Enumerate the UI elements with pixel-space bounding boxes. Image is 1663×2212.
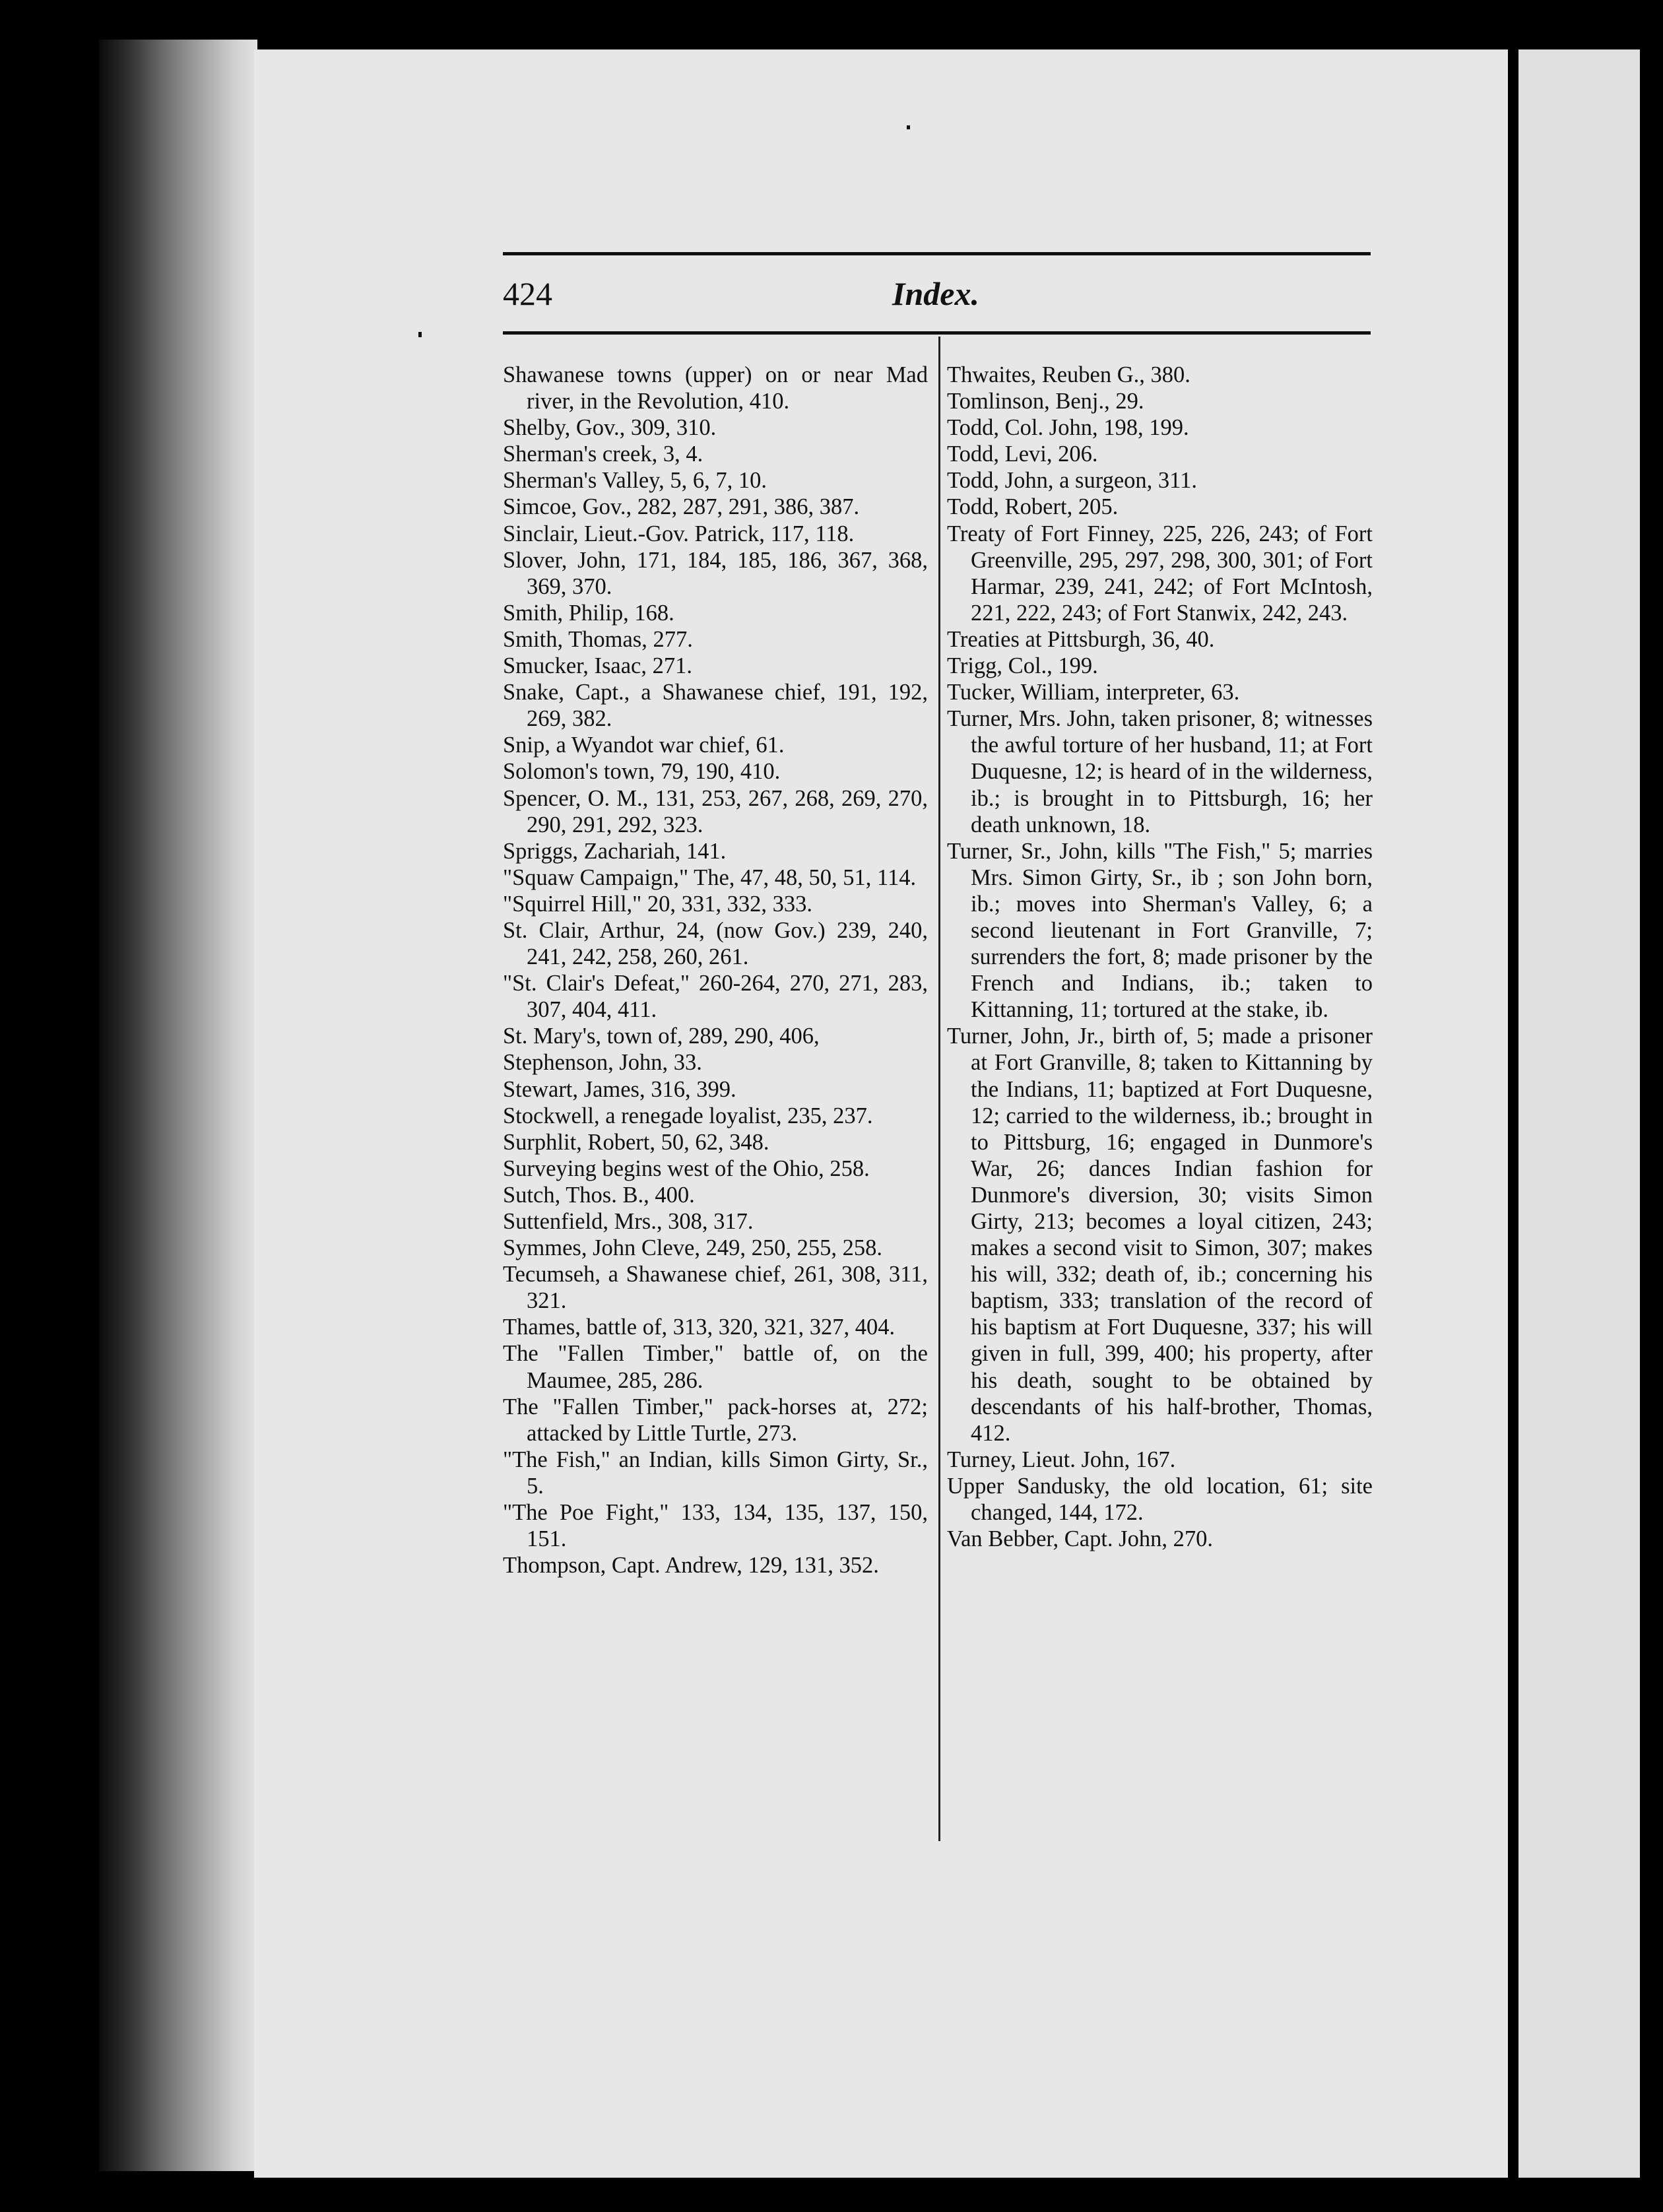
index-entry: Slover, John, 171, 184, 185, 186, 367, 368, 369, 370. xyxy=(503,547,928,599)
scan-speck xyxy=(907,125,910,129)
index-entry: Thames, battle of, 313, 320, 321, 327, 404. xyxy=(503,1315,896,1340)
index-entry: Todd, Robert, 205. xyxy=(947,494,1119,520)
page-number: 424 xyxy=(503,275,552,312)
index-entry: Thwaites, Reuben G., 380. xyxy=(947,362,1190,387)
index-entry: Upper Sandusky, the old location, 61; site changed, 144, 172. xyxy=(947,1473,1373,1526)
index-entry: "The Fish," an Indian, kills Simon Girty, Sr., 5. xyxy=(503,1447,928,1499)
index-column-left xyxy=(503,362,928,1578)
index-entry: Symmes, John Cleve, 249, 250, 255, 258. xyxy=(503,1235,882,1261)
header-rule-bottom xyxy=(503,331,1371,335)
scan-speck xyxy=(418,332,422,337)
index-entry: Solomon's town, 79, 190, 410. xyxy=(503,759,781,785)
index-entry: Smucker, Isaac, 271. xyxy=(503,653,692,679)
header-rule-top xyxy=(503,252,1371,255)
index-entry: "The Poe Fight," 133, 134, 135, 137, 150, 151. xyxy=(503,1500,928,1552)
index-entry: Suttenfield, Mrs., 308, 317. xyxy=(503,1209,754,1234)
index-entry: Shelby, Gov., 309, 310. xyxy=(503,415,717,441)
index-entry: Thompson, Capt. Andrew, 129, 131, 352. xyxy=(503,1553,879,1578)
running-head: Index. xyxy=(892,275,979,312)
book-page-edges xyxy=(99,40,257,2171)
scan-top-border xyxy=(254,0,1663,49)
index-entry: Todd, Levi, 206. xyxy=(947,441,1098,467)
index-column-right xyxy=(947,362,1373,1552)
index-entry: Sutch, Thos. B., 400. xyxy=(503,1182,695,1208)
index-entry: Van Bebber, Capt. John, 270. xyxy=(947,1526,1213,1552)
index-entry: Turner, John, Jr., birth of, 5; made a prisoner at Fort Granville, 8; taken to Kittanning by the Indians, 11; baptized at Fort Duquesne, 12; carried to the wilderness, ib.; brought in to Pittsburg, 16; engaged in Dunmore's War, 26; dances Indian fashion for Dunmore's diversion, 30; visits Simon Girty, 213; becomes a loyal citizen, 243; makes a second visit to Simon, 307; makes his will, 332; death of, ib.; concerning his baptism, 333; translation of the record of his baptism at Fort Duquesne, 337; his will given in full, 399, 400; his property, after his death, sought to be obtained by descendants of his half-brother, Thomas, 412. xyxy=(947,1024,1373,1446)
index-entry: St. Clair, Arthur, 24, (now Gov.) 239, 240, 241, 242, 258, 260, 261. xyxy=(503,917,928,970)
index-entry: Todd, John, a surgeon, 311. xyxy=(947,468,1197,494)
index-entry: Smith, Philip, 168. xyxy=(503,600,674,626)
index-entry: Treaty of Fort Finney, 225, 226, 243; of Fort Greenville, 295, 297, 298, 300, 301; of Fort Harmar, 239, 241, 242; of Fort McIntosh, 221, 222, 243; of Fort Stanwix, 242, 243. xyxy=(947,521,1373,626)
index-entry: Sinclair, Lieut.-Gov. Patrick, 117, 118. xyxy=(503,521,855,546)
index-entry: "St. Clair's Defeat," 260-264, 270, 271, 283, 307, 404, 411. xyxy=(503,971,928,1023)
facing-page-strip xyxy=(1518,49,1640,2178)
index-entry: The "Fallen Timber," battle of, on the Maumee, 285, 286. xyxy=(503,1341,928,1393)
index-entry: Simcoe, Gov., 282, 287, 291, 386, 387. xyxy=(503,494,860,520)
index-entry: Stockwell, a renegade loyalist, 235, 237. xyxy=(503,1103,873,1128)
index-entry: "Squaw Campaign," The, 47, 48, 50, 51, 114. xyxy=(503,864,917,890)
index-entry: Shawanese towns (upper) on or near Mad river, in the Revolution, 410. xyxy=(503,362,928,414)
index-entry: Spriggs, Zachariah, 141. xyxy=(503,838,727,864)
index-entry: Surphlit, Robert, 50, 62, 348. xyxy=(503,1129,769,1155)
index-entry: Turney, Lieut. John, 167. xyxy=(947,1447,1176,1472)
index-entry: Trigg, Col., 199. xyxy=(947,653,1098,679)
index-entry: Todd, Col. John, 198, 199. xyxy=(947,415,1189,441)
index-entry: Smith, Thomas, 277. xyxy=(503,626,693,652)
index-entry: St. Mary's, town of, 289, 290, 406, xyxy=(503,1024,820,1049)
index-entry: Sherman's creek, 3, 4. xyxy=(503,441,703,467)
index-entry: Stewart, James, 316, 399. xyxy=(503,1076,736,1102)
index-entry: Snake, Capt., a Shawanese chief, 191, 192, 269, 382. xyxy=(503,680,928,732)
index-entry: Tucker, William, interpreter, 63. xyxy=(947,680,1240,705)
index-entry: Treaties at Pittsburgh, 36, 40. xyxy=(947,626,1215,652)
index-entry: Snip, a Wyandot war chief, 61. xyxy=(503,732,785,758)
index-entry: Sherman's Valley, 5, 6, 7, 10. xyxy=(503,468,767,494)
index-entry: Spencer, O. M., 131, 253, 267, 268, 269, 270, 290, 291, 292, 323. xyxy=(503,785,928,837)
index-entry: Stephenson, John, 33. xyxy=(503,1050,702,1076)
gutter-shadow xyxy=(1508,49,1518,2178)
index-entry: Surveying begins west of the Ohio, 258. xyxy=(503,1155,870,1181)
index-entry: The "Fallen Timber," pack-horses at, 272; attacked by Little Turtle, 273. xyxy=(503,1394,928,1446)
index-entry: Turner, Mrs. John, taken prisoner, 8; witnesses the awful torture of her husband, 11; at Fort Duquesne, 12; is heard of in the wilderness, ib.; is brought in to Pittsburgh, 16; her death unknown, 18. xyxy=(947,706,1373,837)
column-divider xyxy=(938,337,940,1841)
index-entry: Tecumseh, a Shawanese chief, 261, 308, 311, 321. xyxy=(503,1262,928,1314)
index-entry: Turner, Sr., John, kills "The Fish," 5; marries Mrs. Simon Girty, Sr., ib ; son John born, ib.; moves into Sherman's Valley, 6; a second lieutenant in Fort Granville, 7; surrenders the fort, 8; made prisoner by the French and Indians, ib.; taken to Kittanning, 11; tortured at the stake, ib. xyxy=(947,838,1373,1023)
index-entry: Tomlinson, Benj., 29. xyxy=(947,389,1144,414)
index-entry: "Squirrel Hill," 20, 331, 332, 333. xyxy=(503,891,812,917)
